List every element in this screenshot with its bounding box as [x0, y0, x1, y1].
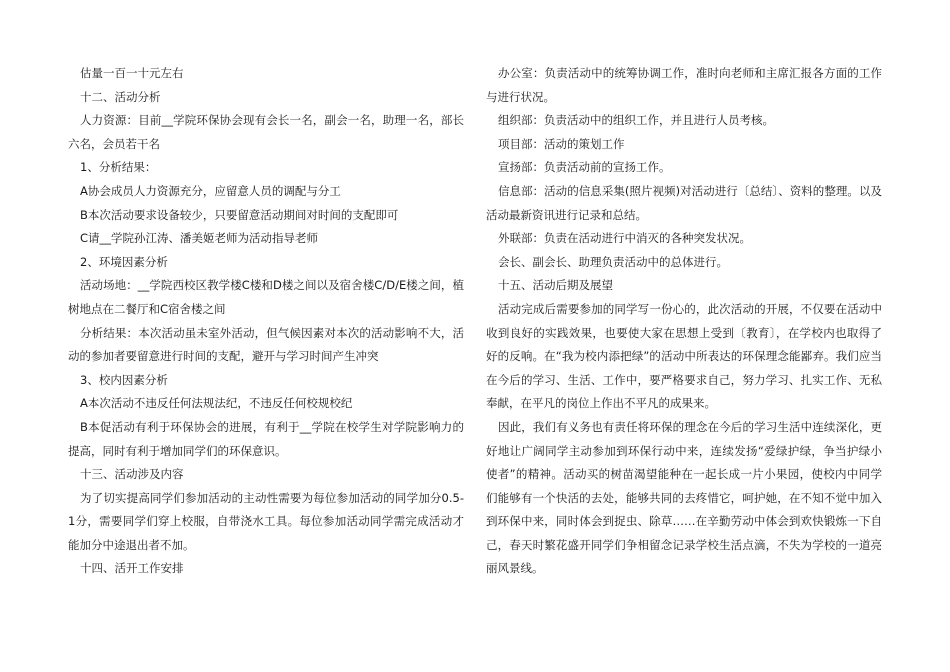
section-heading: 十四、活开工作安排 — [80, 561, 184, 576]
section-heading: 十五、活动后期及展望 — [498, 278, 613, 293]
body-paragraph: 外联部：负责在活动进行中消灭的各种突发状况。 — [498, 231, 751, 246]
body-paragraph: 信息部：活动的信息采集(照片视频)对活动进行〔总结〕、资料的整理。以及活动最新资讯进行记录和总结。 — [486, 183, 882, 222]
body-paragraph: 会长、副会长、助理负责活动中的总体进行。 — [498, 254, 728, 269]
body-paragraph: 组织部：负责活动中的组织工作，并且进行人员考核。 — [498, 113, 774, 128]
section-heading: 1、分析结果： — [80, 160, 157, 175]
body-paragraph: 项目部：活动的策划工作 — [498, 136, 625, 151]
body-paragraph: B本次活动要求设备较少，只要留意活动期间对时间的支配即可 — [80, 207, 399, 222]
body-paragraph: 因此，我们有义务也有责任将环保的理念在今后的学习生活中连续深化，更好地让广阔同学主动参加到环保行动中来，连续发扬“爱绿护绿，争当护绿小使者”的精神。活动买的树苗渴望能种在一起长成一片小果园，使校内中同学们能够有一个快活的去处，能够共同的去疼惜它，呵护她，在不知不觉中加入到环保中来，同时体会到捉虫、除草……在辛勤劳动中体会到欢快锻炼一下自己，春天时繁花盛开同学们争相留念记录学校生活点滴，不失为学校的一道亮丽风景线。 — [486, 419, 882, 576]
body-paragraph: 为了切实提高同学们参加活动的主动性需要为每位参加活动的同学加分0.5-1分，需要同学们穿上校服，自带浇水工具。每位参加活动同学需完成活动才能加分中途退出者不加。 — [68, 490, 464, 552]
body-paragraph: 估量一百一十元左右 — [80, 66, 184, 80]
section-heading: 十三、活动涉及内容 — [80, 467, 184, 482]
body-paragraph: 人力资源：目前__学院环保协会现有会长一名，副会一名，助理一名，部长六名，会员若干名 — [68, 113, 464, 151]
section-heading: 2、环境因素分析 — [80, 254, 168, 269]
body-paragraph: 宣扬部：负责活动前的宣扬工作。 — [498, 160, 671, 175]
body-paragraph: A本次活动不违反任何法规法纪，不违反任何校规校纪 — [80, 396, 353, 411]
body-paragraph: B本促活动有利于环保协会的进展，有利于__学院在校学生对学院影响力的提高，同时有利于增加同学们的环保意识。 — [68, 419, 464, 458]
body-paragraph: C请__学院孙江涛、潘美姬老师为活动指导老师 — [80, 231, 319, 246]
body-paragraph: 活动完成后需要参加的同学写一份心的，此次活动的开展，不仅要在活动中收到良好的实践效果，也要使大家在思想上受到〔教育〕，在学校内也取得了好的反响。在“我为校内添把绿”的活动中所表达的环保理念能鄙弃。我们应当在今后的学习、生活、工作中，要严格要求自己，努力学习、扎实工作、无私奉献，在平凡的岗位上作出不平凡的成果来。 — [486, 301, 882, 411]
body-paragraph: 活动场地：__学院西校区教学楼C楼和D楼之间以及宿舍楼C/D/E楼之间，植树地点在二餐厅和C宿舍楼之间 — [68, 278, 464, 316]
body-paragraph: A协会成员人力资源充分，应留意人员的调配与分工 — [80, 183, 341, 198]
section-heading: 3、校内因素分析 — [80, 372, 168, 387]
body-paragraph: 分析结果：本次活动虽未室外活动，但气候因素对本次的活动影响不大，活动的参加者要留意进行时间的支配，避开与学习时间产生冲突 — [68, 325, 464, 364]
section-heading: 十二、活动分析 — [80, 89, 161, 104]
body-paragraph: 办公室：负责活动中的统筹协调工作，准时向老师和主席汇报各方面的工作与进行状况。 — [486, 66, 882, 104]
right-column — [486, 62, 882, 581]
left-column — [68, 62, 464, 581]
